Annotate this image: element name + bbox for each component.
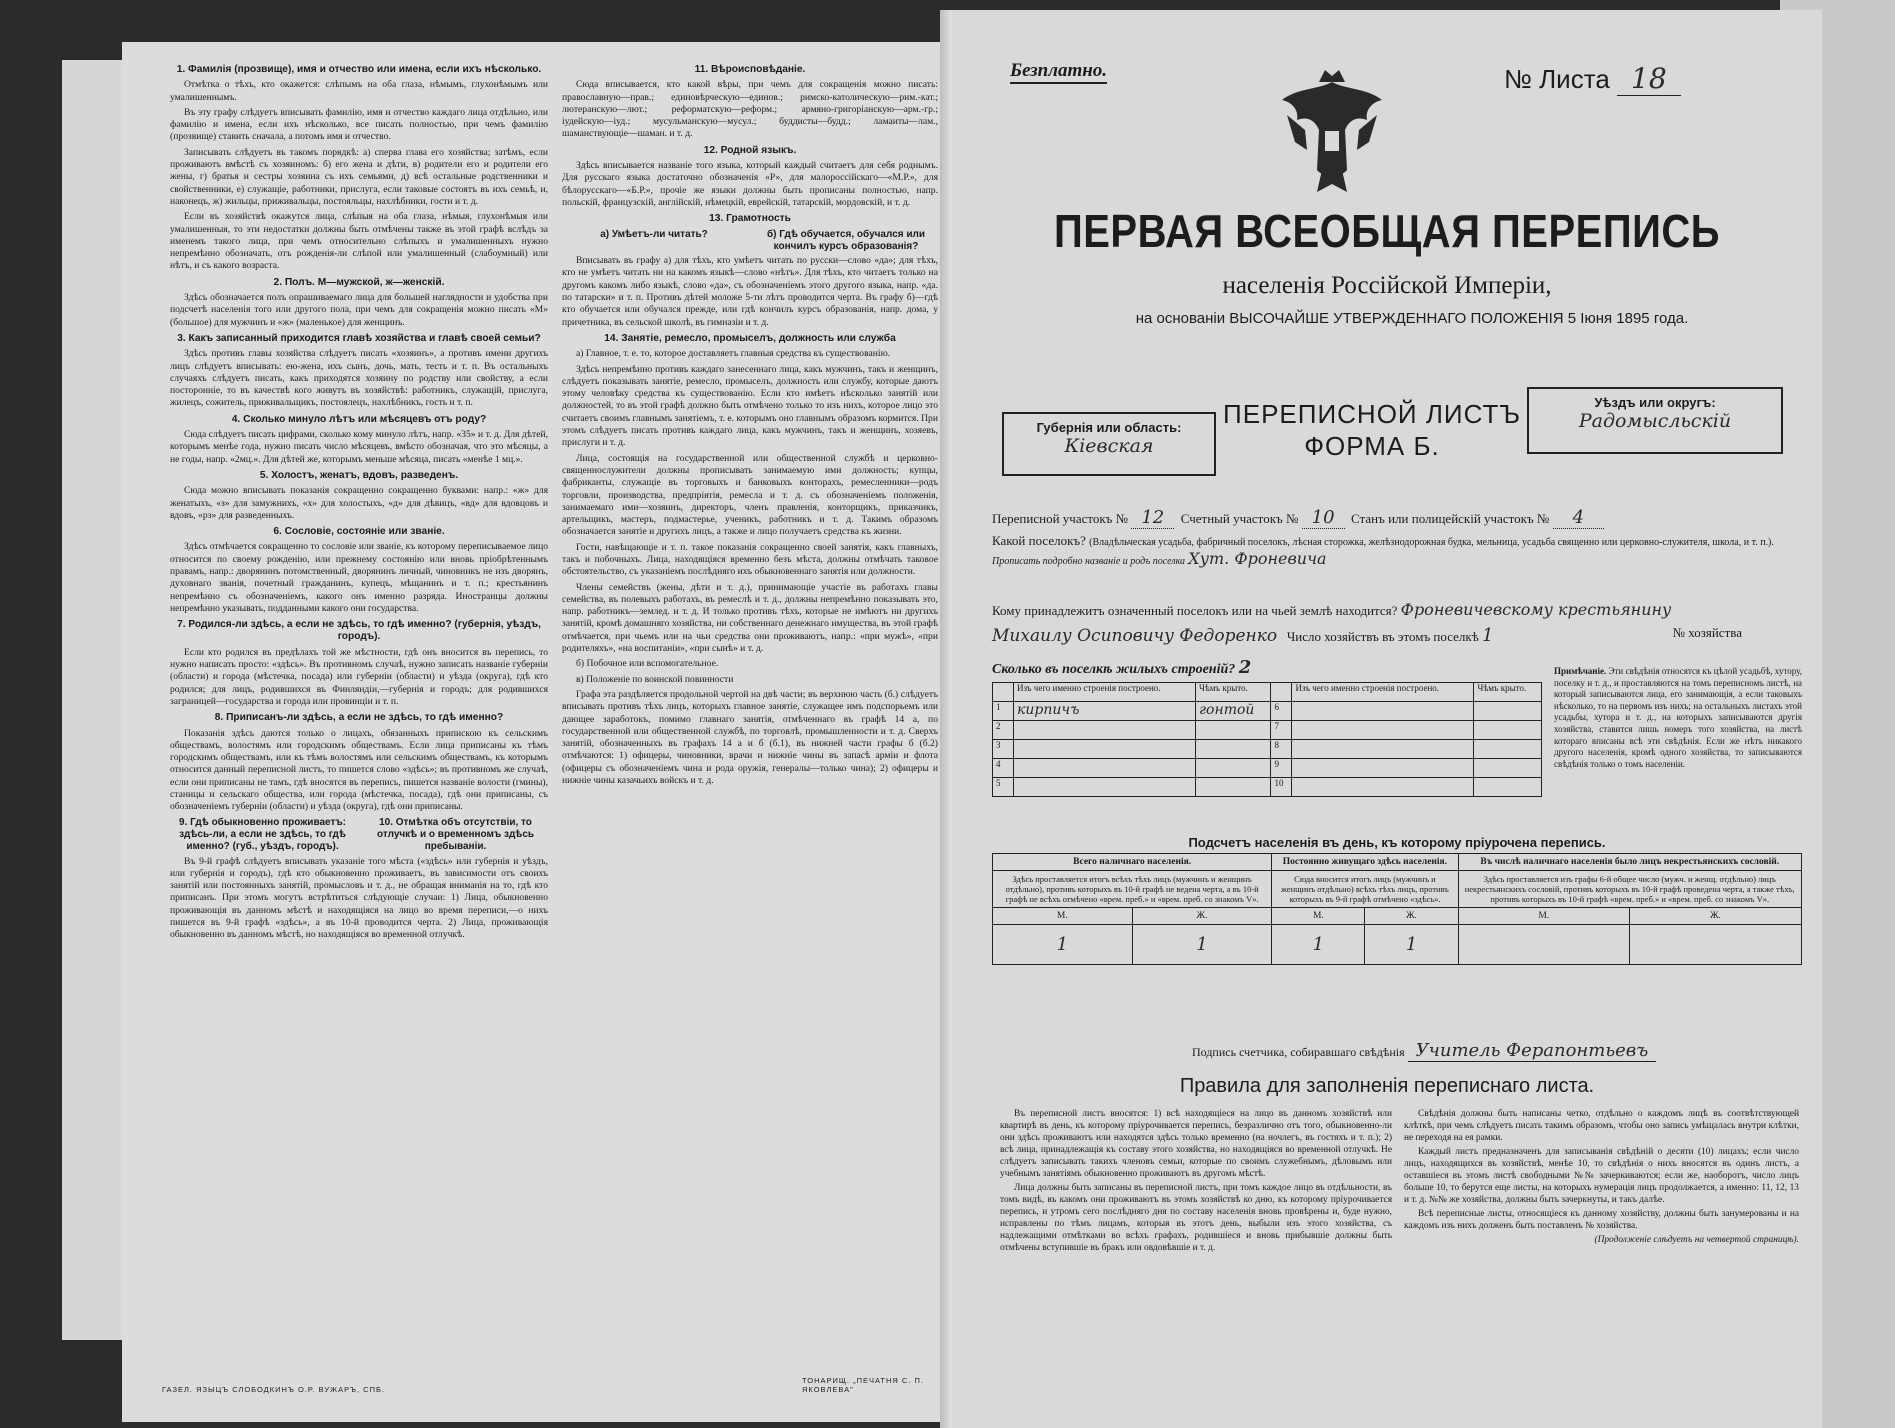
- count-zh-3: Ж.: [1629, 908, 1801, 925]
- building-number: 7: [1271, 721, 1292, 740]
- building-row: [993, 740, 1542, 759]
- instruction-heading: 1. Фамилія (прозвище), имя и отчество или имена, если ихъ нѣсколько.: [176, 64, 542, 75]
- building-roof: [1195, 759, 1271, 778]
- count-value-zh-noncrestyan: [1629, 925, 1801, 965]
- list-title-text: ПЕРЕПИСНОЙ ЛИСТЪ: [1223, 399, 1521, 429]
- count-m-1: М.: [993, 908, 1133, 925]
- building-material: [1292, 721, 1474, 740]
- count-col1-head: Всего наличнаго населенія.: [993, 854, 1272, 871]
- form-name: ФОРМА Б.: [1304, 431, 1440, 461]
- instruction-heading: 3. Какъ записанный приходится главѣ хозяйства и главѣ своей семьи?: [177, 332, 541, 344]
- signature-value: Учитель Ферапонтьевъ: [1408, 1040, 1657, 1062]
- building-number: 3: [993, 740, 1014, 759]
- owner-value-1: Фроневичевскому крестьянину: [1400, 600, 1672, 619]
- building-material: [1014, 740, 1196, 759]
- uezd-value: Радомысльскій: [1578, 410, 1732, 432]
- owner-line: [992, 600, 1802, 619]
- bld-col-roof-header: Чѣмъ крыто.: [1195, 683, 1271, 702]
- building-number: 2: [993, 721, 1014, 740]
- instruction-paragraph: Если кто родился въ предѣлахъ той же мѣстности, гдѣ онъ вносится въ перепись, то нужно написать просто: «здѣсь». Въ противномъ случаѣ, нужно записать названіе губерніи (области) и города (мѣстечка, посада) или губерніи (области) и уѣзда (округа), гдѣ кто родился; для лицъ, родившихся въ Финляндіи,—губернія и городъ; для родившихся заграницей—государства и города или провинціи и т. п.: [170, 646, 548, 707]
- census-subtitle: населенія Россійской Имперіи,: [1222, 272, 1552, 299]
- poselok-hint: (Владѣльческая усадьба, фабричный поселокъ, лѣсная сторожка, желѣзнодорожная будка, мельница, усадьба священно или церковно-служителя, школа, и т. п.).: [1089, 537, 1774, 548]
- count-value-m-total: 1: [993, 925, 1133, 965]
- instruction-paragraph: Гости, навѣщающіе и т. п. такое показанія сокращенно своей занятія, какъ главныхъ, такъ и побочныхъ. Лица, находящіяся временно безъ мѣста, должны отмѣчать таковое обстоятельство, съ указаніемъ послѣдняго ихъ обыкновеннаго занятія или должности.: [562, 541, 938, 578]
- note-title: Примѣчаніе.: [1554, 666, 1607, 676]
- instruction-heading: 11. Вѣроисповѣданіе.: [694, 64, 806, 75]
- owner-line-2: [992, 625, 1802, 646]
- buildings-label: Сколько въ поселкѣ жилыхъ строеній?: [992, 662, 1236, 677]
- list-number: [1504, 62, 1681, 95]
- building-roof: [1474, 759, 1542, 778]
- building-material: [1292, 759, 1474, 778]
- building-material: [1014, 721, 1196, 740]
- poselok-label: Какой поселокъ?: [992, 533, 1086, 548]
- instruction-heading: 6. Сословіе, состояніе или званіе.: [273, 526, 445, 538]
- count-title: Подсчетъ населенія въ день, къ которому пріурочена перепись.: [1188, 835, 1606, 850]
- count-m-3: М.: [1458, 908, 1629, 925]
- list-number-value: 18: [1617, 62, 1681, 96]
- schetny-label: Счетный участокъ №: [1180, 511, 1299, 526]
- building-material: [1014, 759, 1196, 778]
- instruction-paragraph: Отмѣтка о тѣхъ, кто окажется: слѣпымъ на оба глаза, нѣмымъ, глухонѣмымъ или умалишеннымъ.: [170, 79, 548, 103]
- building-number: 1: [993, 702, 1014, 721]
- instruction-paragraph: Здѣсь обозначается полъ опрашиваемаго лица для большей наглядности и удобства при подсчетѣ населенія того или другого пола, при чемъ для сокращенія можно писать «М» (большое) для мужчинъ и «ж» (маленькое) для женщинъ.: [170, 292, 548, 328]
- building-roof: [1474, 740, 1542, 759]
- literacy-subheadings: [562, 229, 938, 254]
- owner-label: Кому принадлежитъ означенный поселокъ или на чьей землѣ находится?: [992, 603, 1398, 618]
- guberniya-label: Губернія или область:: [1036, 420, 1182, 435]
- instruction-paragraph: Здѣсь непремѣнно противъ каждаго занесеннаго лица, какъ мужчинъ, такъ и женщинъ, слѣдуетъ показывать занятіе, ремесло, промыселъ, должность или службу, которые даютъ этому человѣку средства къ существованію. Если кто имѣетъ нѣсколько занятій или должностей, то въ этой графѣ должно быть отмѣчено только то изъ нихъ, которое лицо это считаетъ своимъ главнымъ занятіемъ, т. е. которымъ оно главнымъ образомъ кормится. При этомъ слѣдуетъ писать противъ каждаго лица, какъ мужчинъ, такъ и женщинъ, хозяевъ, прислуги и т. д.: [562, 363, 938, 449]
- count-m-2: М.: [1272, 908, 1365, 925]
- poselok-note: Прописать подробно названіе и родъ поселка: [992, 556, 1186, 567]
- building-row: [993, 702, 1542, 721]
- buildings-value: 2: [1238, 657, 1252, 678]
- owner-value-2: Михаилу Осиповичу Федоренко: [992, 626, 1278, 646]
- instruction-paragraph: б) Побочное или вспомогательное.: [576, 658, 719, 670]
- buildings-note: [1554, 666, 1802, 770]
- count-value-m-noncrestyan: [1458, 925, 1629, 965]
- guberniya-box: [1002, 412, 1216, 476]
- household-count-label: Число хозяйствъ въ этомъ поселкѣ: [1286, 629, 1479, 644]
- instructions-column-2: [562, 60, 938, 790]
- building-row: [993, 759, 1542, 778]
- household-no-label: № хозяйства: [1672, 625, 1742, 640]
- count-zh-2: Ж.: [1365, 908, 1458, 925]
- residence-headings: [170, 817, 548, 854]
- rule-paragraph: Лица должны быть записаны въ переписной листъ, при томъ каждое лицо въ отдѣльности, въ томъ видѣ, въ какомъ они проживаютъ въ этомъ хозяйствѣ ко дню, къ которому пріурочивается перепись, и утромъ сего послѣдняго дня по составу населенія вновь провѣрены и, буде нужно, исправлены по тѣмъ лицамъ, которыя въ этотъ день, выбыли изъ этого хозяйства, съ надлежащими отмѣтками во всѣхъ графахъ, родившіеся и вновь прибывшіе должны быть отмѣчены вступившіе въ бракъ или овдовѣвшіе и т. д.: [1000, 1183, 1392, 1253]
- list-number-label: № Листа: [1504, 64, 1610, 94]
- instruction-heading: 7. Родился-ли здѣсь, а если не здѣсь, то гдѣ именно? (губернія, уѣздъ, городъ).: [177, 619, 541, 643]
- rule-paragraph: Въ переписной листъ вносятся: 1) всѣ находящіеся на лицо въ данномъ хозяйствѣ или квартирѣ въ день, къ которому пріурочивается перепись, безразлично отъ того, обыкновенно-ли они здѣсь проживаютъ или находятся здѣсь только временно (на ночлегъ, въ гостяхъ и т. п.); 2) всѣ лица, принадлежащія къ составу этого хозяйства, но находящіяся во временной отлучкѣ. Не слѣдуетъ записывать такихъ членовъ семьи, которые по своимъ служебнымъ, дѣловымъ или учебнымъ занятіямъ обыкновенно проживаютъ въ другомъ мѣстѣ.: [1000, 1109, 1392, 1179]
- instruction-heading: 4. Сколько минуло лѣтъ или мѣсяцевъ отъ роду?: [231, 413, 487, 425]
- guberniya-value: Кіевская: [1064, 435, 1154, 457]
- rule-paragraph: Каждый листъ предназначенъ для записыванія свѣдѣній о десяти (10) лицахъ; если число лицъ, находящихся въ хозяйствѣ, менѣе 10, то свѣдѣнія о нихъ вносятся въ одинъ листъ, а оставшіеся въ этомъ листѣ свободными №№ зачеркиваются; если же, наоборотъ, число лицъ больше 10, то берутся еще листы, на которыхъ нумерація лицъ продолжается, а именно: 11, 12, 13 и т. д. №№ же хозяйства, должны быть зачеркнуты, и такъ далѣе.: [1404, 1147, 1799, 1205]
- uezd-label: Уѣздъ или округъ:: [1594, 395, 1716, 410]
- instruction-paragraph: Лица, состоящія на государственной или общественной службѣ и церковно-священнослужители должны прописывать занимаемую ими должность; купцы, фабриканты, служащіе въ торговыхъ и банковыхъ конторахъ, ремесленники—родъ торговли, производства, предпріятія, ремесла и т. д. съ обозначеніемъ положенія, занимаемаго ими—хозяинъ, директоръ, членъ правленія, конторщикъ, приказчикъ, артельщикъ, мастеръ, подмастерье, ученикъ, работникъ и т. д. Такимъ образомъ обозначается занятіе и другихъ лицъ, а также и лицо получаетъ средства къ жизни.: [562, 452, 938, 538]
- building-number: 5: [993, 778, 1014, 797]
- instruction-heading: 14. Занятіе, ремесло, промыселъ, должность или служба: [604, 332, 896, 344]
- count-zh-1: Ж.: [1132, 908, 1272, 925]
- instruction-paragraph: Вписывать въ графу а) для тѣхъ, кто умѣетъ читать по русски—слово «да»; для тѣхъ, кто не умѣетъ читать ни на какомъ языкѣ—слово «нѣтъ». Для тѣхъ, кто читаетъ только на другомъ какомъ либо языкѣ, слово «да», съ обозначеніемъ этого другого языка, напр. «да. по татарски» и т. п. Противъ дѣтей моложе 5-ти лѣтъ проводится черта. Въ графу б)—гдѣ кто обучается или обучался прежде, или гдѣ кончилъ курсъ образованія, напр. дома, у причетника, въ сельской школѣ, въ гимназіи и т. д.: [562, 255, 938, 328]
- building-roof: [1195, 721, 1271, 740]
- building-roof: [1195, 740, 1271, 759]
- count-col2-head: Постоянно живущаго здѣсь населенія.: [1272, 854, 1458, 871]
- instructions-column-1: [170, 60, 548, 945]
- rules-column-left: [1000, 1108, 1392, 1256]
- building-roof: [1474, 702, 1542, 721]
- left-page: [122, 42, 952, 1422]
- count-value-zh-total: 1: [1132, 925, 1272, 965]
- instruction-paragraph: Если въ хозяйствѣ окажутся лица, слѣпыя на оба глаза, нѣмыя, глухонѣмыя или умалишенныя, то эти недостатки должны быть отмѣчены также въ этой графѣ вслѣдъ за именемъ такого лица, при чемъ относительно слѣпыхъ и умалишенныхъ нужно непремѣнно обозначать, отъ рожденія-ли слѣпой или умалишенный (слабоумный) или нѣтъ, и съ какого возраста.: [170, 211, 548, 272]
- building-number: 9: [1271, 759, 1292, 778]
- household-count-value: 1: [1482, 625, 1494, 646]
- instruction-paragraph: Сюда вписывается, кто какой вѣры, при чемъ для сокращенія можно писать: православную—прав.; единовѣрческую—единов.; римско-католическую—рим.-кат.; лютеранскую—лют.; реформатскую—реформ.; армяно-григоріанскую—арм.-гр.; іудейскую—іуд.; мусульманскую—мусул.; буддисты—будд.; ламаиты—лам., шаманствующіе—шаман. и т. д.: [562, 79, 938, 140]
- literacy-b-heading: б) Гдѣ обучается, обучался или кончилъ курсъ образованія?: [766, 228, 926, 252]
- uchastok-line: [992, 507, 1802, 528]
- continued-note: (Продолженіе слѣдуетъ на четвертой страницѣ).: [1594, 1235, 1799, 1245]
- building-number: 4: [993, 759, 1014, 778]
- poselok-value: Хут. Фроневича: [1188, 549, 1327, 568]
- uchastok-value: 12: [1131, 507, 1174, 529]
- uezd-box: [1527, 387, 1783, 454]
- right-page-census-form: [952, 10, 1822, 1428]
- printer-imprint-left: ГАЗЕЛ. ЯЗЫЦЪ СЛОБОДКИНЪ О.Р. ВУЖАРЪ, СПБ.: [162, 1385, 385, 1394]
- signature-label: Подпись счетчика, собиравшаго свѣдѣнія: [1192, 1045, 1405, 1059]
- instruction-heading: 13. Грамотность: [709, 213, 791, 225]
- imperial-eagle-emblem: [1277, 60, 1387, 200]
- literacy-a-heading: а) Умѣетъ-ли читать?: [600, 228, 708, 240]
- count-col3-head: Въ числѣ наличнаго населенія было лицъ некрестьянскихъ сословій.: [1458, 854, 1801, 871]
- building-row: [993, 721, 1542, 740]
- instruction-paragraph: Въ 9-й графѣ слѣдуетъ вписывать указаніе того мѣста («здѣсь» или губернія и уѣздъ, или губернія и городъ), гдѣ кто обыкновенно проживаетъ, въ зависимости отъ своихъ занятій или постоянныхъ занятій, промысловъ и т. д., не обращая вниманія на то, гдѣ кто приписанъ. При этомъ могутъ встрѣтиться слѣдующіе случаи: 1) Лица, обыкновенно проживающія въ данномъ мѣстѣ и находящіяся на лицо во время переписи,—о нихъ пишется въ 9-й графѣ «здѣсь», а въ 10-й проводится черта. 2) Лица, проживающія обыкновенно въ данномъ мѣстѣ, но находящіяся во временной отлучкѣ.: [170, 855, 548, 941]
- poselok-line: [992, 533, 1802, 568]
- building-roof: [1474, 778, 1542, 797]
- residence-heading: 9. Гдѣ обыкновенно проживаетъ: здѣсь-ли, а если не здѣсь, то гдѣ именно? (губ., уѣздъ, городъ).: [179, 816, 346, 853]
- census-basis: на основаніи ВЫСОЧАЙШЕ УТВЕРЖДЕННАГО ПОЛОЖЕНІЯ 5 Іюня 1895 года.: [1135, 310, 1689, 327]
- building-material: [1292, 740, 1474, 759]
- printer-imprint-right: ТОНАРИЩ. „ПЕЧАТНЯ С. П. ЯКОВЛЕВА": [802, 1376, 924, 1394]
- instruction-paragraph: Графа эта раздѣляется продольной чертой на двѣ части; въ верхнюю часть (б.) слѣдуетъ вписывать противъ тѣхъ лицъ, которыхъ главное занятіе, служащее имъ подспорьемъ или дающее заработокъ, помимо главнаго занятія, отмѣченнаго въ графѣ 14 а, по государственной или общественной службѣ, по торговлѣ, промышленности и т. д. Сверхъ занятій, обозначенныхъ въ графахъ 14 а и б (б.1), въ нижней части графы б (б.2) отмѣчаются: 1) офицеры, чиновники, врачи и нижніе чины въ запасѣ арміи и флота (офицеры съ обозначеніемъ чина и рода оружія, генералы—только чина); 2) офицеры и нижніе чины казачьихъ войскъ и т. д.: [562, 688, 938, 787]
- absence-heading: 10. Отмѣтка объ отсутствіи, то отлучкѣ и о временномъ здѣсь пребываніи.: [376, 816, 535, 853]
- bld-col-roof-header-2: Чѣмъ крыто.: [1474, 683, 1542, 702]
- stan-value: 4: [1553, 507, 1604, 529]
- instruction-paragraph: Здѣсь противъ главы хозяйства слѣдуетъ писать «хозяинъ», а противъ имени другихъ лицъ слѣдуетъ вписывать: ею-жена, ихъ сынъ, дочь, мать, тесть и т. п. Въ остальныхъ случаяхъ слѣдуетъ писать, какъ приходятся хозяину по родству или свойству, а если посторонніе, то въ качествѣ кого живутъ въ хозяйствѣ: работникъ, служащій, прислуга, жилецъ, сожитель, приживальщикъ, постоялецъ, нахлѣбникъ, гость и т. п.: [170, 348, 548, 409]
- rules-title: Правила для заполненія переписнаго листа.: [1179, 1075, 1595, 1097]
- instruction-heading: 2. Полъ. М—мужской, ж—женскій.: [273, 276, 445, 288]
- rule-paragraph: Всѣ переписные листы, относящіеся къ данному хозяйству, должны быть занумерованы и на каждомъ изъ нихъ долженъ быть поставленъ № хозяйства.: [1404, 1209, 1799, 1231]
- census-title: ПЕРВАЯ ВСЕОБЩАЯ ПЕРЕПИСЬ: [1054, 206, 1720, 258]
- free-label: Безплатно.: [1010, 60, 1107, 84]
- building-row: [993, 778, 1542, 797]
- rule-paragraph: Свѣдѣнія должны быть написаны четко, отдѣльно о каждомъ лицѣ въ соотвѣтствующей клѣткѣ, при чемъ слѣдуетъ писать такимъ образомъ, чтобы оно запись умѣщалась внутри клѣтки, не переходя на ея рамки.: [1404, 1109, 1799, 1143]
- count-col1-text: Здѣсь проставляется итогъ всѣхъ тѣхъ лицъ (мужчинъ и женщинъ отдѣльно), противъ которыхъ въ 10-й графѣ не ведена черта, а въ 10-й графѣ не всѣхъ отмѣчено «врем. преб.» и «врем. преб. со знакомъ V».: [993, 871, 1272, 908]
- instruction-heading: 8. Приписанъ-ли здѣсь, а если не здѣсь, то гдѣ именно?: [214, 712, 504, 724]
- building-material: [1292, 702, 1474, 721]
- count-value-zh-permanent: 1: [1365, 925, 1458, 965]
- instruction-paragraph: Въ эту графу слѣдуетъ вписывать фамилію, имя и отчество каждаго лица отдѣльно, или фамилію и имена, если ихъ нѣсколько, все писать полностью, при чемъ фамилію (прозвище) ставить сначала, а потомъ имя и отчество.: [170, 106, 548, 143]
- building-roof: [1474, 721, 1542, 740]
- building-material: [1014, 778, 1196, 797]
- uchastok-label: Переписной участокъ №: [992, 511, 1129, 526]
- instruction-paragraph: а) Главное, т. е. то, которое доставляетъ главныя средства къ существованію.: [576, 348, 891, 360]
- building-number: 8: [1271, 740, 1292, 759]
- building-material: [1292, 778, 1474, 797]
- note-text: Эти свѣдѣнія относятся къ цѣлой усадьбѣ, хутору, поселку и т. д., и проставляются на томъ переписномъ листѣ, на который записываются лица, его занимающія, а если таковыхъ нѣсколько, то на первомъ изъ нихъ; на остальныхъ листахъ этой усадьбы, хутора и т. д., на которыхъ записываются другія хозяйства, ставится лишь номеръ того хозяйства, на листѣ котораго вписаны всѣ эти свѣдѣнія. Если же нѣтъ никакого другого населенія, кромѣ одного хозяйства, то записываются свѣдѣнія только о томъ населеніи.: [1554, 666, 1803, 769]
- schetny-value: 10: [1302, 507, 1345, 529]
- instruction-heading: 12. Родной языкъ.: [703, 144, 797, 156]
- enumerator-signature: [1192, 1040, 1792, 1061]
- building-material: кирпичъ: [1014, 702, 1196, 721]
- instruction-heading: 5. Холостъ, женатъ, вдовъ, разведенъ.: [259, 469, 459, 481]
- stan-label: Станъ или полицейскій участокъ №: [1351, 511, 1550, 526]
- instruction-paragraph: Здѣсь отмѣчается сокращенно то сословіе или званіе, къ которому переписываемое лицо относится по своему рожденію, или прежнему состоянію или вновь пріобрѣтеннымъ правамъ, напр.: дворянинъ потомственный, дворянинъ личный, чиновникъ не изъ дворянъ, духовнаго званія, почетный гражданинъ, купецъ, мѣщанинъ и т. п.; крестьянинъ непремѣнно съ обозначеніемъ, какого онъ именно разряда. Иностранцы должны непремѣнно указывать, подданными какого они государства.: [170, 541, 548, 614]
- instruction-paragraph: Члены семействъ (жены, дѣти и т. д.), принимающіе участіе въ работахъ главы семейства, въ полевыхъ работахъ, въ ремеслѣ и т. д., должны непремѣнно показывать это, напр. работникъ—землед. и т. д. И только противъ тѣхъ, которые не имѣютъ ни другихъ занятій, кромѣ домашняго хозяйства, ни собственнаго денежнаго имущества, въ этой графѣ отмѣчается, при чьемъ или на чьи средства они проживаютъ, напр.: «при мужѣ», «при родителяхъ», «на воспитаніи», «при сынѣ» и т. д.: [562, 581, 938, 655]
- building-number: 6: [1271, 702, 1292, 721]
- instruction-paragraph: Здѣсь вписывается названіе того языка, который каждый считаетъ для себя роднымъ. Для русскаго языка достаточно обозначенія «Р», для малороссійскаго—«М.Р.», для бѣлорусскаго—«Б.Р.», прочіе же языки должны быть прописаны полностью, напр. польскій, французскій, англійскій, нѣмецкій, еврейскій, татарскій, мордовскій, и т. д.: [562, 160, 938, 208]
- list-title: [1222, 398, 1522, 462]
- count-col2-text: Сюда вносится итогъ лицъ (мужчинъ и женщинъ отдѣльно) всѣхъ тѣхъ лицъ, противъ которыхъ въ 9-й графѣ отмѣчено «здѣсь».: [1272, 871, 1458, 908]
- building-number: 10: [1271, 778, 1292, 797]
- instruction-paragraph: Сюда можно вписывать показанія сокращенно сокращенно буквами: напр.: «ж» для женатыхъ, «з» для замужнихъ, «х» для холостыхъ, «д» для дѣвицъ, «вд» для вдовцовъ и вдовъ, «рз» для разведенныхъ.: [170, 485, 548, 521]
- bld-col-material-header: Изъ чего именно строенія построено.: [1014, 683, 1196, 702]
- instruction-paragraph: Записывать слѣдуетъ въ такомъ порядкѣ: а) сперва глава его хозяйства; затѣмъ, если проживаютъ вмѣстѣ съ хозяиномъ: б) его жена и дѣти, в) родители его и родители его жены, г) братья и сестры хозяина съ ихъ семьями, д) всѣ остальные родственники и свойственники, е) служащіе, работники, прислуга, если таковые состоятъ въ ихъ семьѣ, и, наконецъ, ж) жильцы, приживальцы, постояльцы, нахлѣбники, гости и т. д.: [170, 146, 548, 207]
- building-roof: гонтой: [1195, 702, 1271, 721]
- instruction-paragraph: Сюда слѣдуетъ писать цифрами, сколько кому минуло лѣтъ, напр. «35» и т. д. Для дѣтей, которымъ менѣе года, нужно писать число мѣсяцевъ, вмѣсто обозначая, что это мѣсяцы, а не годы, напр. «2мц.». Для дѣтей же, которымъ меньше мѣсяца, писать «менѣе 1 мц.».: [170, 429, 548, 465]
- buildings-question: [992, 657, 1542, 678]
- building-roof: [1195, 778, 1271, 797]
- instruction-paragraph: в) Положеніе по воинской повинности: [576, 673, 734, 685]
- buildings-table: [992, 682, 1542, 797]
- instruction-paragraph: Показанія здѣсь даются только о лицахъ, обязанныхъ припискою къ сельскимъ обществамъ, волостямъ или городскимъ обществамъ. Если лица приписаны къ тѣмъ городскимъ обществамъ, или къ тѣмъ волостямъ или сельскимъ обществамъ, къ которымъ относится данный переписной листъ, то пишется слово «здѣсь»; въ противномъ же случаѣ, если они приписаны не тамъ, гдѣ вносятся въ перепись, пишется названіе волости (гмины), станицы и сельскаго общества, или города (мѣстечка, посада), гдѣ они приписаны, съ обозначеніемъ губерніи (области) и уѣзда (округа), гдѣ они приписаны.: [170, 727, 548, 813]
- count-col3-text: Здѣсь проставляется изъ графы 6-й общее число (мужч. и женщ. отдѣльно) лицъ некрестьянскихъ сословій, противъ которыхъ въ 10-й графѣ проведена черта, а также тѣхъ, противъ которыхъ въ 10-й графѣ «врем. преб.» и «врем. преб. со знакомъ V».: [1458, 871, 1801, 908]
- count-table: [992, 853, 1802, 965]
- bld-col-material-header-2: Изъ чего именно строенія построено.: [1292, 683, 1474, 702]
- count-value-m-permanent: 1: [1272, 925, 1365, 965]
- rules-column-right: [1404, 1108, 1799, 1248]
